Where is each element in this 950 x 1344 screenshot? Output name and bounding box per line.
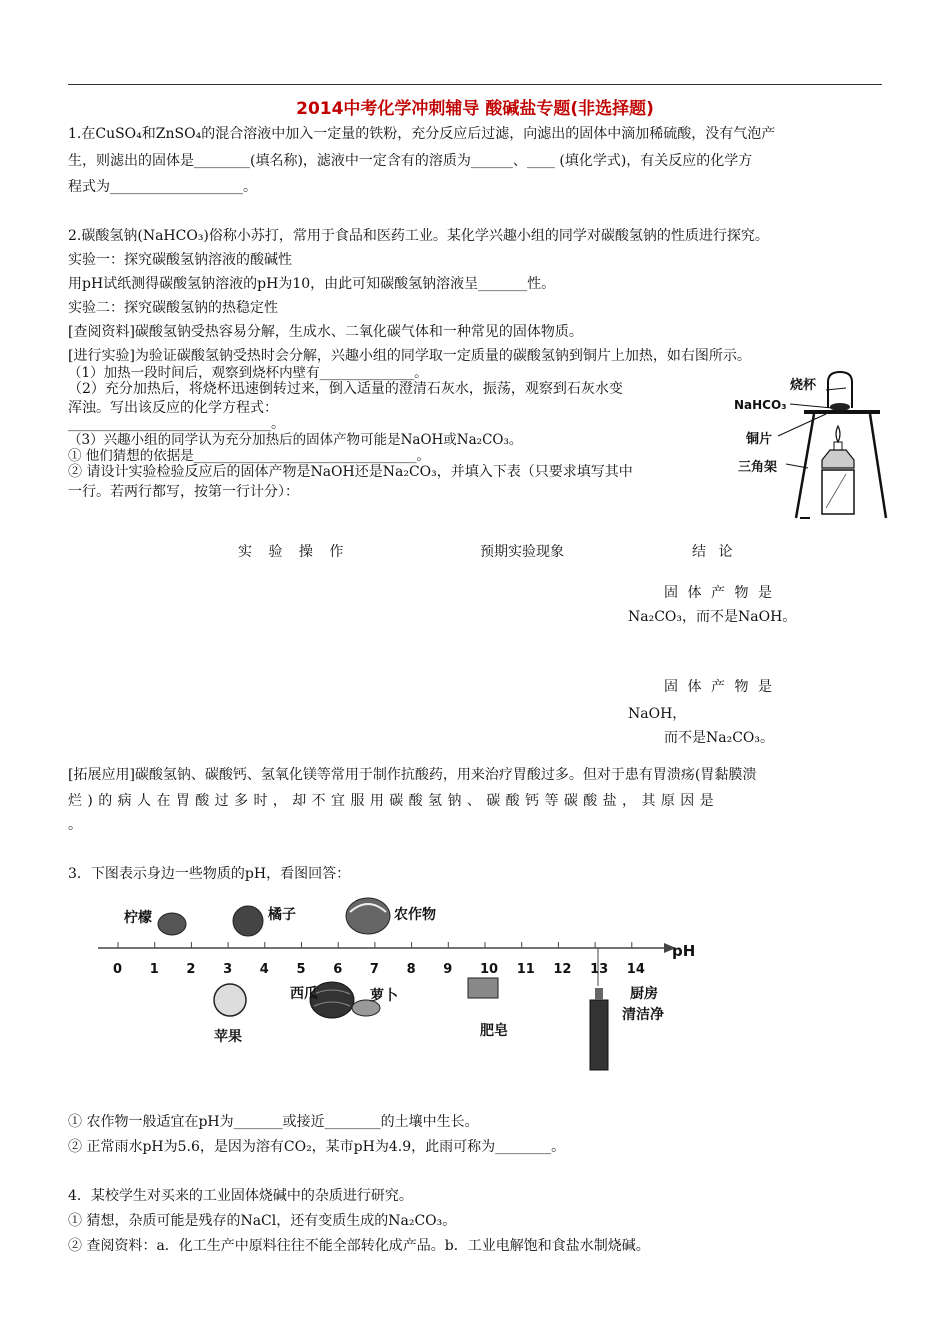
q2-line-13: ② 请设计实验检验反应后的固体产物是NaOH还是Na₂CO₃，并填入下表（只要求填写其中 [68, 464, 633, 480]
q2-line-1: 2.碳酸氢钠(NaHCO₃)俗称小苏打，常用于食品和医药工业。某化学兴趣小组的同学对碳酸氢钠的性质进行探究。 [68, 228, 769, 244]
q2-line-3: 用pH试纸测得碳酸氢钠溶液的pH为10，由此可知碳酸氢钠溶液呈_______性。 [68, 276, 556, 292]
q2-line-14: 一行。若两行都写，按第一行计分）： [68, 484, 299, 500]
apple-image [214, 984, 246, 1016]
q2-extension-1: [拓展应用]碳酸氢钠、碳酸钙、氢氧化镁等常用于制作抗酸药，用来治疗胃酸过多。但对于患有胃溃疡(胃黏膜溃 [68, 767, 757, 783]
ph-tick-label-14: 14 [626, 962, 645, 977]
ph-tick-label-8: 8 [406, 962, 416, 977]
q2-line-7: （1）加热一段时间后，观察到烧杯内壁有______________。 [68, 365, 428, 381]
crop-label: 农作物 [394, 907, 436, 923]
ph-tick-label-13: 13 [590, 962, 609, 977]
copper-plate [804, 410, 880, 414]
q2-line-10: _____________________________。 [68, 416, 285, 432]
ph-tick-label-9: 9 [443, 962, 453, 977]
table-header-operation: 实 验 操 作 [238, 544, 350, 560]
soap-label: 肥皂 [480, 1023, 508, 1039]
table-header-conclusion: 结 论 [692, 544, 737, 560]
conclusion-row2-c: 而不是Na₂CO₃。 [664, 730, 775, 746]
ph-tick-label-12: 12 [553, 962, 572, 977]
q3-intro: 3．下图表示身边一些物质的pH，看图回答： [68, 866, 351, 882]
q1-line-2: 生，则滤出的固体是________(填名称)，滤液中一定含有的溶质为______、____ (填化学式)，有关反应的化学方 [68, 153, 753, 169]
page-title: 2014中考化学冲刺辅导 酸碱盐专题(非选择题) [296, 99, 654, 119]
ph-tick-label-10: 10 [480, 962, 499, 977]
orange-label: 橘子 [268, 907, 296, 923]
apple-label: 苹果 [214, 1029, 242, 1045]
ph-tick-label-7: 7 [369, 962, 379, 977]
header-rule [68, 84, 882, 85]
q4-line-3: ② 查阅资料：a．化工生产中原料往往不能全部转化成产品。b．工业电解饱和食盐水制烧碱。 [68, 1238, 650, 1254]
ph-tick-label-1: 1 [149, 962, 159, 977]
q2-line-12: ① 他们猜想的依据是_________________________________。 [68, 448, 431, 464]
flame-shape [836, 426, 840, 442]
nahco3-sample [830, 403, 850, 411]
ph-tick-label-3: 3 [223, 962, 233, 977]
radish-label: 萝卜 [370, 988, 398, 1004]
q2-line-5: [查阅资料]碳酸氢钠受热容易分解，生成水、二氧化碳气体和一种常见的固体物质。 [68, 324, 583, 340]
ph-tick-label-11: 11 [516, 962, 535, 977]
q2-extension-2: 烂)的病人在胃酸过多时，却不宜服用碳酸氢钠、碳酸钙等碳酸盐，其原因是 [68, 793, 720, 809]
lemon-image [158, 913, 186, 935]
ph-axis-label: pH [672, 942, 696, 960]
beaker-shape [828, 372, 852, 408]
conclusion-row2-b: NaOH， [628, 706, 687, 722]
tripod-label: 三角架 [738, 460, 778, 475]
lemon-label: 柠檬 [124, 910, 152, 926]
beaker-label: 烧杯 [790, 378, 817, 393]
orange-image [233, 906, 263, 936]
copper-label: 铜片 [746, 432, 773, 447]
q4-line-2: ① 猜想，杂质可能是残存的NaCl，还有变质生成的Na₂CO₃。 [68, 1213, 457, 1229]
conclusion-row1-a: 固体产物是 [664, 585, 782, 601]
cleaner-label-1: 厨房 [630, 986, 658, 1002]
ph-tick-label-2: 2 [186, 962, 196, 977]
ph-tick-marks [118, 942, 632, 948]
ph-tick-label-4: 4 [259, 962, 269, 977]
q3-answer-1: ① 农作物一般适宜在pH为_______或接近________的土壤中生长。 [68, 1114, 479, 1130]
conclusion-row2-a: 固体产物是 [664, 679, 782, 695]
q4-line-1: 4．某校学生对买来的工业固体烧碱中的杂质进行研究。 [68, 1188, 413, 1204]
q2-line-2: 实验一：探究碳酸氢钠溶液的酸碱性 [68, 252, 292, 268]
q2-line-9: 浑浊。写出该反应的化学方程式： [68, 400, 278, 416]
q1-line-1: 1.在CuSO₄和ZnSO₄的混合溶液中加入一定量的铁粉，充分反应后过滤，向滤出的固体中滴加稀硫酸，没有气泡产 [68, 126, 776, 142]
nahco3-label: NaHCO₃ [734, 398, 787, 412]
q2-line-4: 实验二：探究碳酸氢钠的热稳定性 [68, 300, 278, 316]
ph-tick-label-0: 0 [113, 962, 123, 977]
watermelon-label: 西瓜 [290, 986, 318, 1002]
table-header-phenomenon: 预期实验现象 [480, 544, 564, 560]
soap-image [468, 978, 498, 998]
q2-extension-3: 。 [68, 817, 82, 833]
q2-line-8: （2）充分加热后，将烧杯迅速倒转过来，倒入适量的澄清石灰水，振荡，观察到石灰水变 [68, 381, 623, 397]
cleaner-image [590, 1000, 608, 1070]
q2-line-6: [进行实验]为验证碳酸氢钠受热时会分解，兴趣小组的同学取一定质量的碳酸氢钠到铜片上加热，如右图所示。 [68, 348, 751, 364]
q3-answer-2: ② 正常雨水pH为5.6，是因为溶有CO₂，某市pH为4.9，此雨可称为________。 [68, 1139, 566, 1155]
q2-line-11: （3）兴趣小组的同学认为充分加热后的固体产物可能是NaOH或Na₂CO₃。 [68, 432, 523, 448]
conclusion-row1-b: Na₂CO₃，而不是NaOH。 [628, 609, 797, 625]
q1-line-3: 程式为___________________。 [68, 179, 257, 195]
ph-tick-label-5: 5 [296, 962, 306, 977]
cleaner-label-2: 清洁净 [622, 1007, 664, 1023]
ph-tick-label-6: 6 [333, 962, 343, 977]
